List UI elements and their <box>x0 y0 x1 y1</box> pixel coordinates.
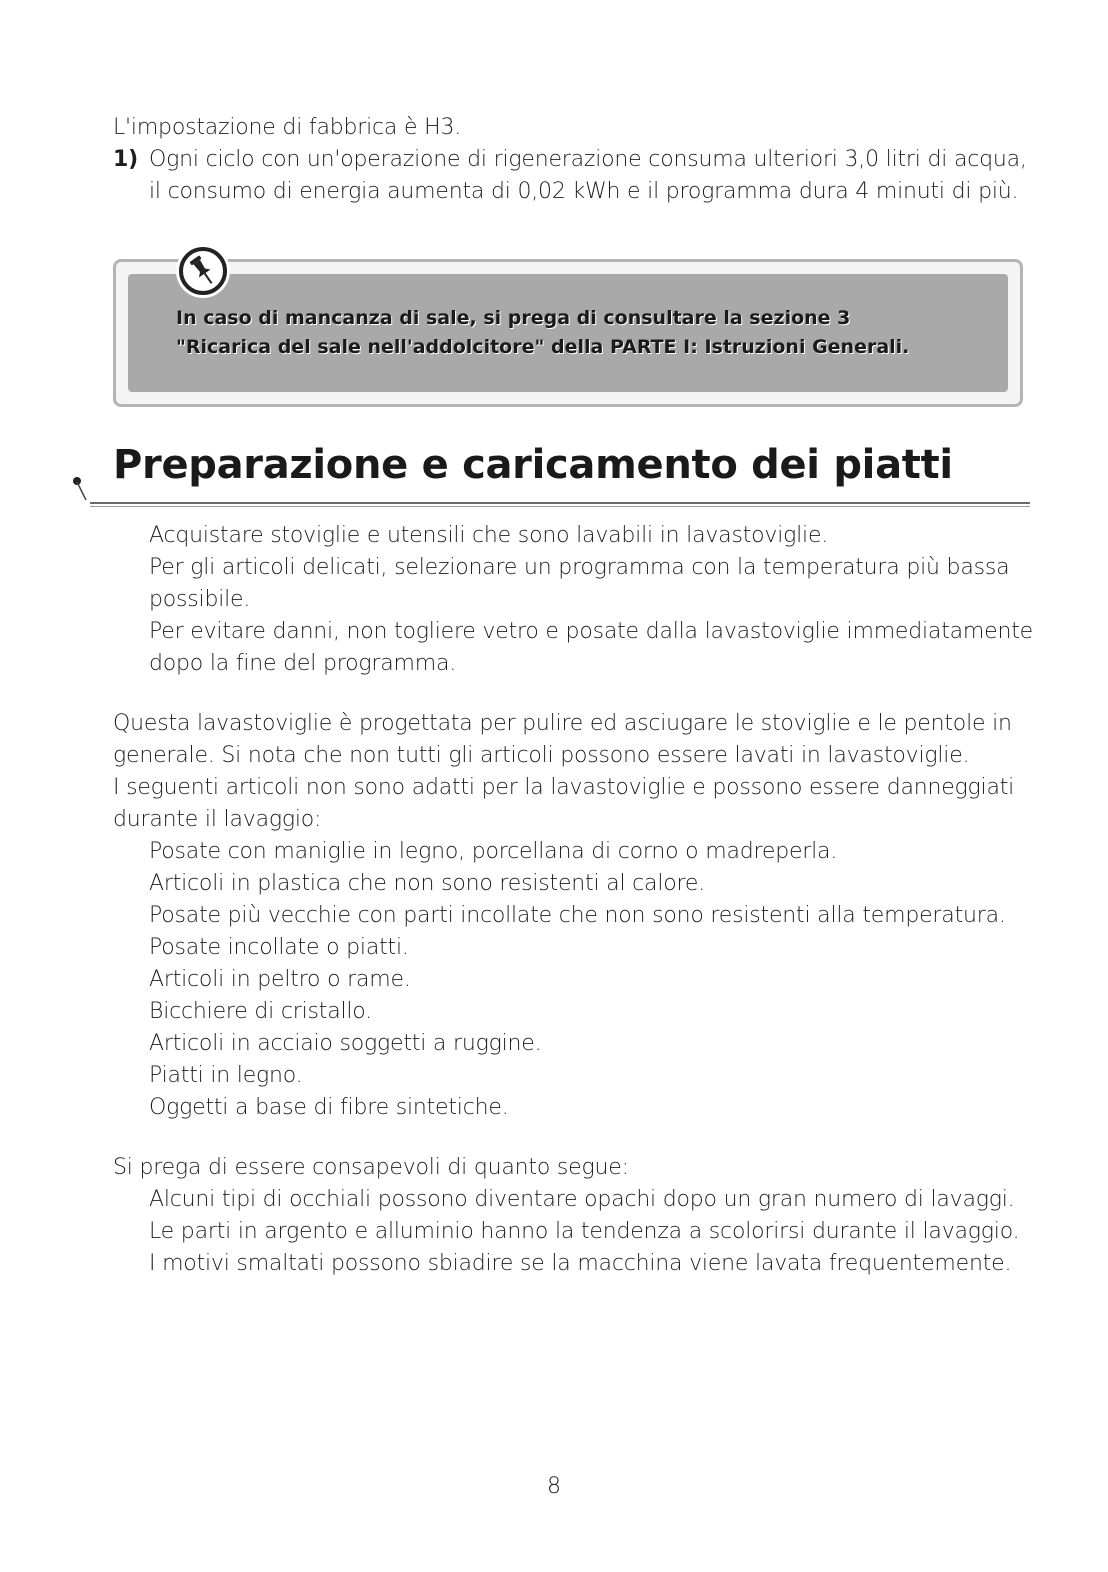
list-item: I motivi smaltati possono sbiadire se la macchina viene lavata frequentemente. <box>149 1251 1012 1276</box>
pushpin-icon <box>176 244 230 298</box>
note-text <box>176 304 996 362</box>
section-title: Preparazione e caricamento dei piatti <box>113 442 953 488</box>
unsuitable-intro: I seguenti articoli non sono adatti per la lavastoviglie e possono essere danneggiati durante il lavaggio: <box>113 775 1015 832</box>
list-item: Posate incollate o piatti. <box>149 935 409 960</box>
footnote-number: 1) <box>113 147 138 172</box>
list-item: Posate più vecchie con parti incollate che non sono resistenti alla temperatura. <box>149 903 1006 928</box>
list-item: Per gli articoli delicati, selezionare un programma con la temperatura più bassa possibile. <box>149 555 1010 612</box>
general-paragraph: Questa lavastoviglie è progettata per pulire ed asciugare le stoviglie e le pentole in generale. Si nota che non tutti gli articoli possono essere lavati in lavastoviglie. <box>113 711 1012 768</box>
note-line-1: In caso di mancanza di sale, si prega di consultare la sezione 3 <box>176 307 851 329</box>
list-item: Articoli in plastica che non sono resistenti al calore. <box>149 871 706 896</box>
list-item: Posate con maniglie in legno, porcellana di corno o madreperla. <box>149 839 838 864</box>
list-item: Per evitare danni, non togliere vetro e posate dalla lavastoviglie immediatamente dopo la fine del programma. <box>149 619 1033 676</box>
awareness-section <box>113 1152 1043 1280</box>
footnote <box>113 144 1033 208</box>
list-item: Acquistare stoviglie e utensili che sono lavabili in lavastoviglie. <box>149 523 829 548</box>
list-item: Articoli in acciaio soggetti a ruggine. <box>149 1031 542 1056</box>
section-divider <box>90 502 1030 507</box>
awareness-intro: Si prega di essere consapevoli di quanto segue: <box>113 1155 629 1180</box>
list-item: Alcuni tipi di occhiali possono diventare opachi dopo un gran numero di lavaggi. <box>149 1187 1015 1212</box>
factory-setting-text: L'impostazione di fabbrica è H3. <box>113 115 462 140</box>
intro-list <box>113 520 1043 680</box>
unsuitable-section <box>113 708 1043 1124</box>
list-item: Oggetti a base di fibre sintetiche. <box>149 1095 509 1120</box>
page-number: 8 <box>547 1474 561 1499</box>
list-item: Articoli in peltro o rame. <box>149 967 411 992</box>
footnote-text: Ogni ciclo con un'operazione di rigenerazione consuma ulteriori 3,0 litri di acqua, il consumo di energia aumenta di 0,02 kWh e il programma dura 4 minuti di più. <box>149 147 1027 204</box>
note-line-2: "Ricarica del sale nell'addolcitore" della PARTE I: Istruzioni Generali. <box>176 336 910 358</box>
list-item: Bicchiere di cristallo. <box>149 999 372 1024</box>
list-item: Le parti in argento e alluminio hanno la tendenza a scolorirsi durante il lavaggio. <box>149 1219 1020 1244</box>
list-item: Piatti in legno. <box>149 1063 303 1088</box>
